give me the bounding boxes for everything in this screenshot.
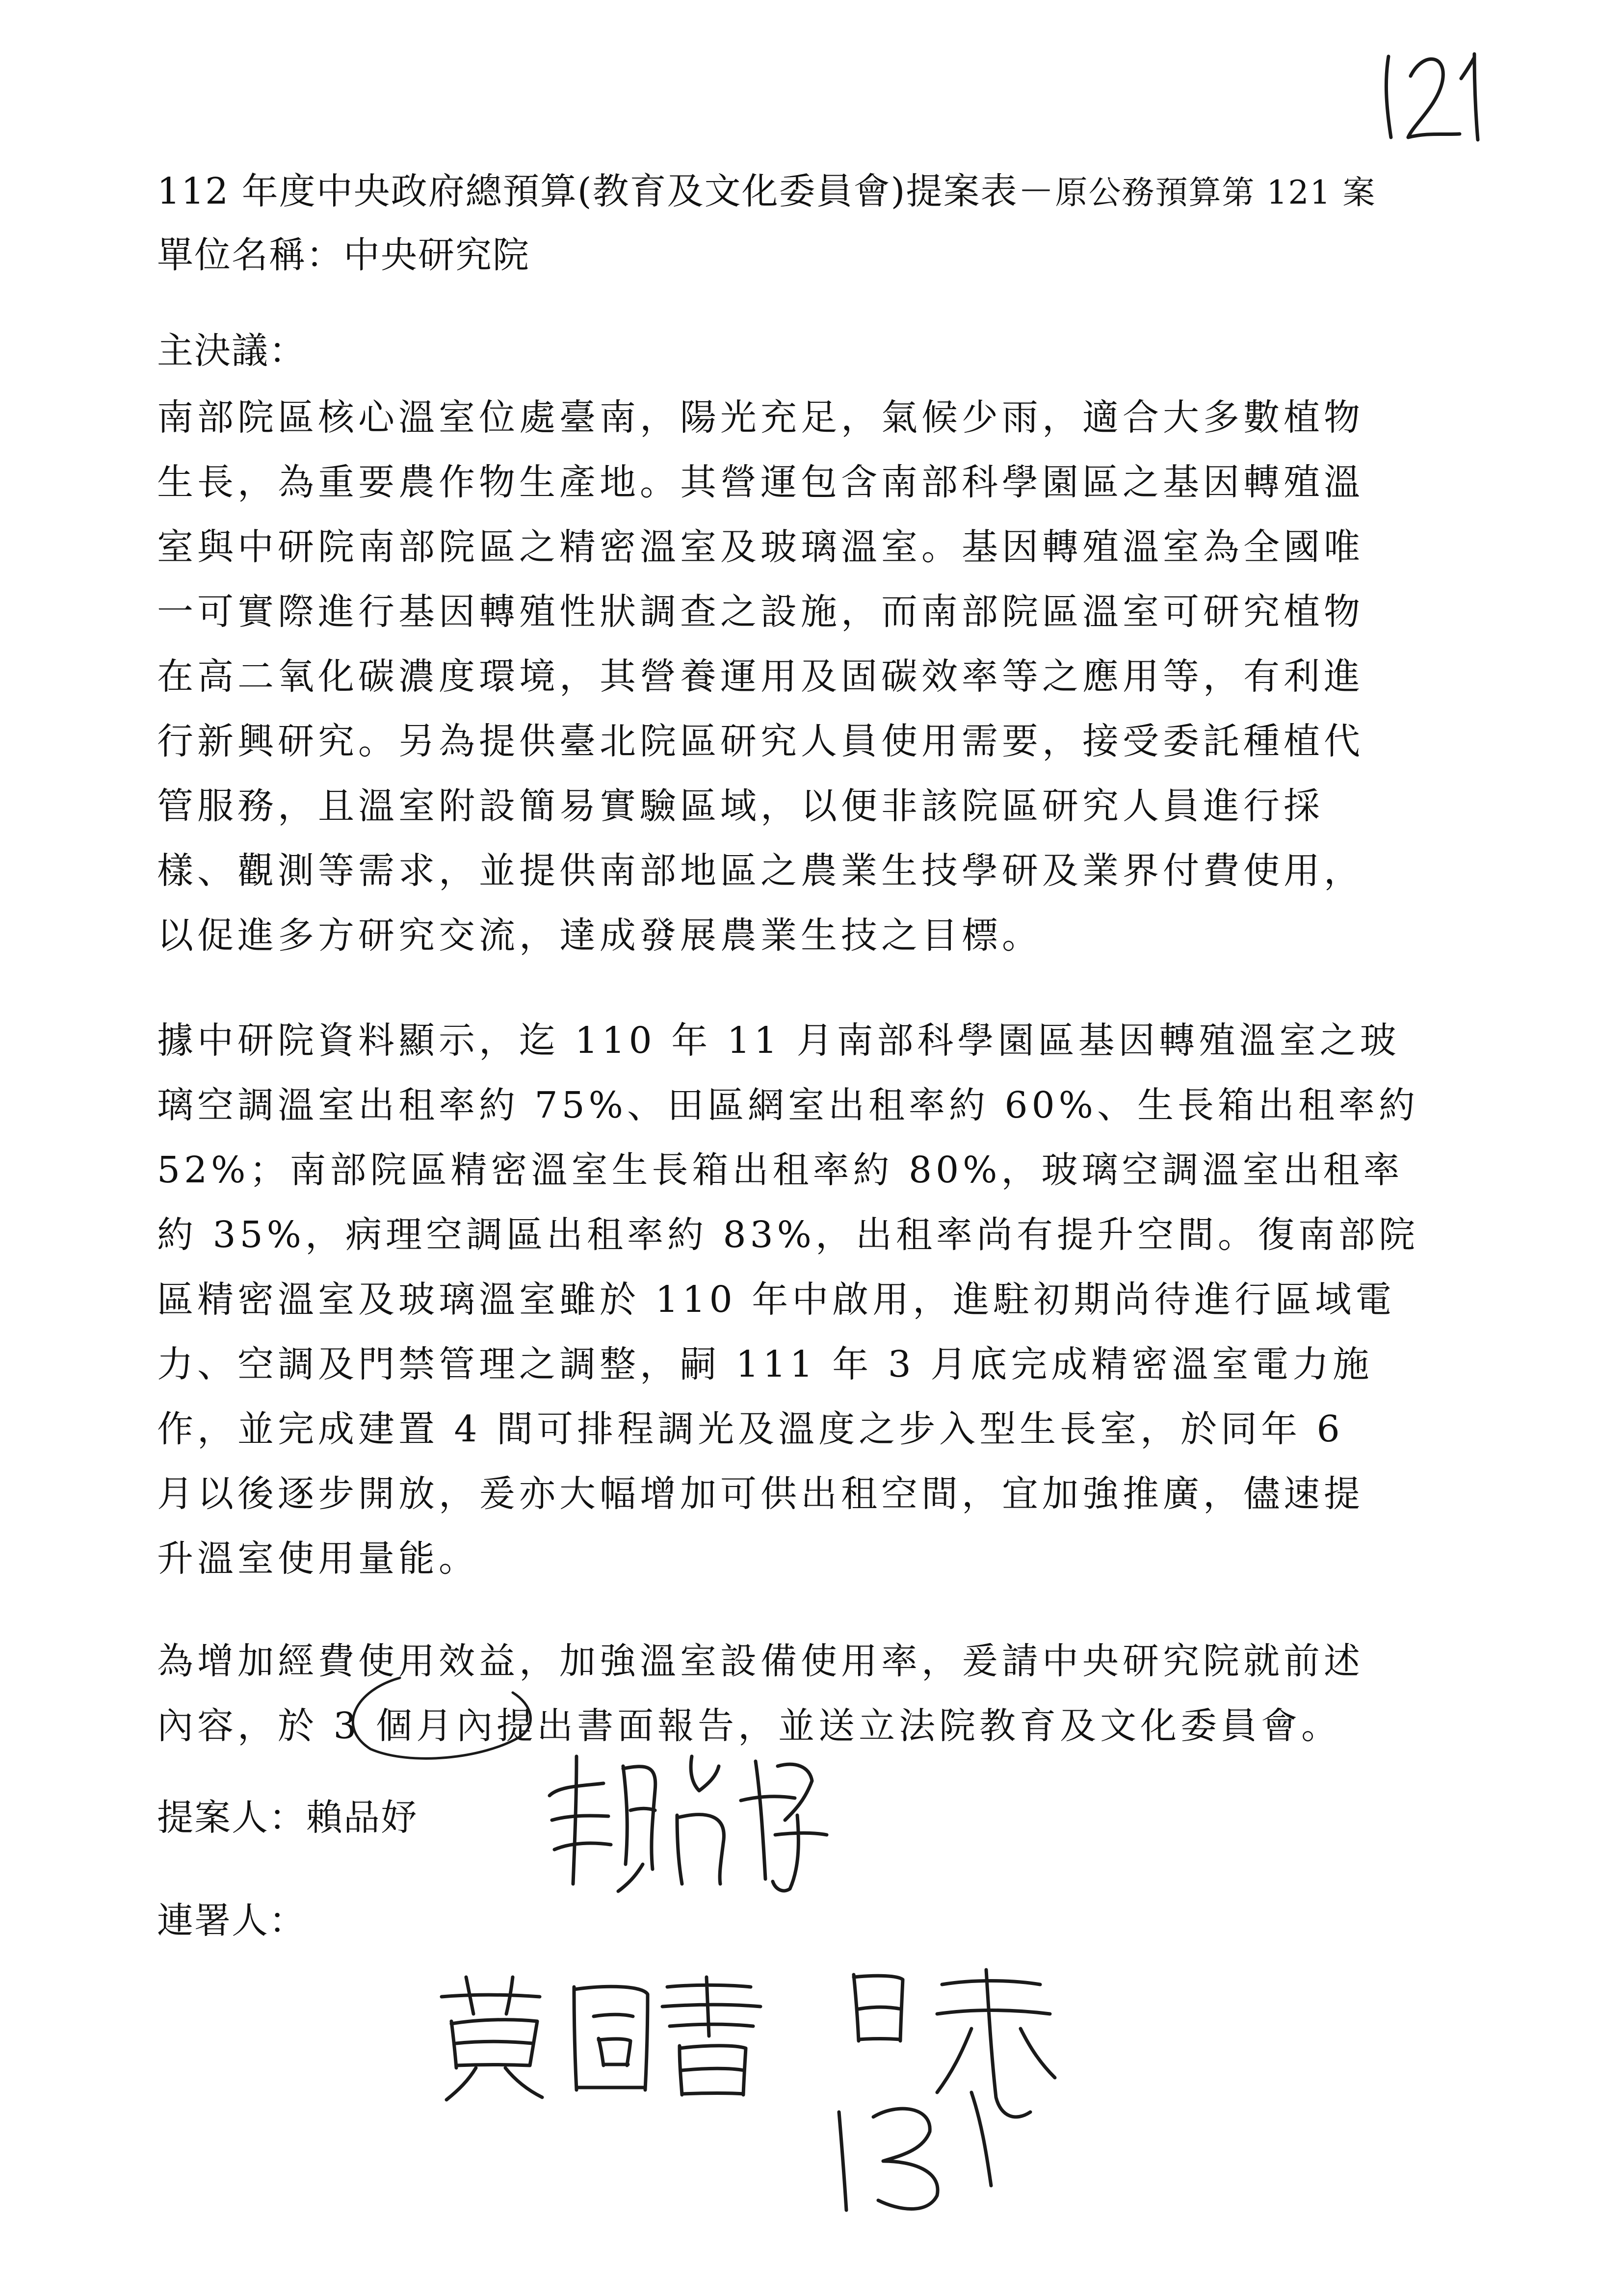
proposer-signature (530, 1737, 834, 1899)
paragraph-line: 52%；南部院區精密溫室生長箱出租率約 80%，玻璃空調溫室出租率 (157, 1149, 1404, 1191)
paragraph-line: 力、空調及門禁管理之調整，嗣 111 年 3 月底完成精密溫室電力施 (157, 1343, 1373, 1385)
proposal-title (157, 167, 1376, 217)
paragraph-line: 月以後逐步開放，爰亦大幅增加可供出租空間，宜加強推廣，儘速提 (157, 1473, 1364, 1515)
proposer-name: 賴品妤 (306, 1797, 418, 1839)
resolution-paragraph-2 (157, 1008, 1492, 1591)
paragraph-line: 室與中研院南部院區之精密溫室及玻璃溫室。基因轉殖溫室為全國唯 (157, 526, 1364, 568)
paragraph-line: 作，並完成建置 4 間可排程調光及溫度之步入型生長室，於同年 6 (157, 1408, 1344, 1450)
paragraph-line: 以促進多方研究交流，達成發展農業生技之目標。 (157, 914, 1042, 957)
paragraph-line: 據中研院資料顯示，迄 110 年 11 月南部科學園區基因轉殖溫室之玻 (157, 1019, 1400, 1062)
paragraph-line: 生長，為重要農作物生產地。其營運包含南部科學園區之基因轉殖溫 (157, 461, 1364, 503)
cosigner-signature-2 (824, 1955, 1079, 2220)
paragraph-line: 南部院區核心溫室位處臺南，陽光充足，氣候少雨，適合大多數植物 (157, 396, 1364, 439)
paragraph-line: 一可實際進行基因轉殖性狀調查之設施，而南部院區溫室可研究植物 (157, 591, 1364, 633)
paragraph-line: 為增加經費使用效益，加強溫室設備使用率，爰請中央研究院就前述 (157, 1640, 1364, 1682)
handwritten-page-number (1374, 47, 1501, 145)
paragraph-line: 內容，於 3 個月內提出書面報告，並送立法院教育及文化委員會。 (157, 1705, 1342, 1747)
proposer-label: 提案人： (157, 1797, 306, 1839)
paragraph-line: 升溫室使用量能。 (157, 1538, 479, 1580)
handwritten-oval-mark (326, 1663, 542, 1766)
cosigner-label: 連署人： (157, 1900, 306, 1942)
paragraph-line: 約 35%，病理空調區出租率約 83%，出租率尚有提升空間。復南部院 (157, 1214, 1419, 1256)
resolution-label: 主決議： (157, 330, 306, 372)
paragraph-line: 管服務，且溫室附設簡易實驗區域，以便非該院區研究人員進行採 (157, 785, 1324, 827)
cosigner-row (157, 1896, 306, 1945)
title-case-number: 原公務預算第 121 案 (1055, 174, 1376, 211)
paragraph-line: 行新興研究。另為提供臺北院區研究人員使用需要，接受委託種植代 (157, 720, 1364, 762)
unit-name: 單位名稱：中央研究院 (157, 234, 530, 276)
cosigner-signature-1 (432, 1967, 775, 2105)
title-main: 112 年度中央政府總預算(教育及文化委員會)提案表－ (157, 170, 1055, 212)
paragraph-line: 璃空調溫室出租率約 75%、田區網室出租率約 60%、生長箱出租率約 (157, 1084, 1419, 1126)
paragraph-line: 在高二氧化碳濃度環境，其營養運用及固碳效率等之應用等，有利進 (157, 655, 1364, 698)
paragraph-line: 區精密溫室及玻璃溫室雖於 110 年中啟用，進駐初期尚待進行區域電 (157, 1278, 1396, 1321)
paragraph-line: 樣、觀測等需求，並提供南部地區之農業生技學研及業界付費使用， (157, 850, 1364, 892)
proposer-row (157, 1793, 418, 1842)
resolution-paragraph-1 (157, 385, 1492, 968)
